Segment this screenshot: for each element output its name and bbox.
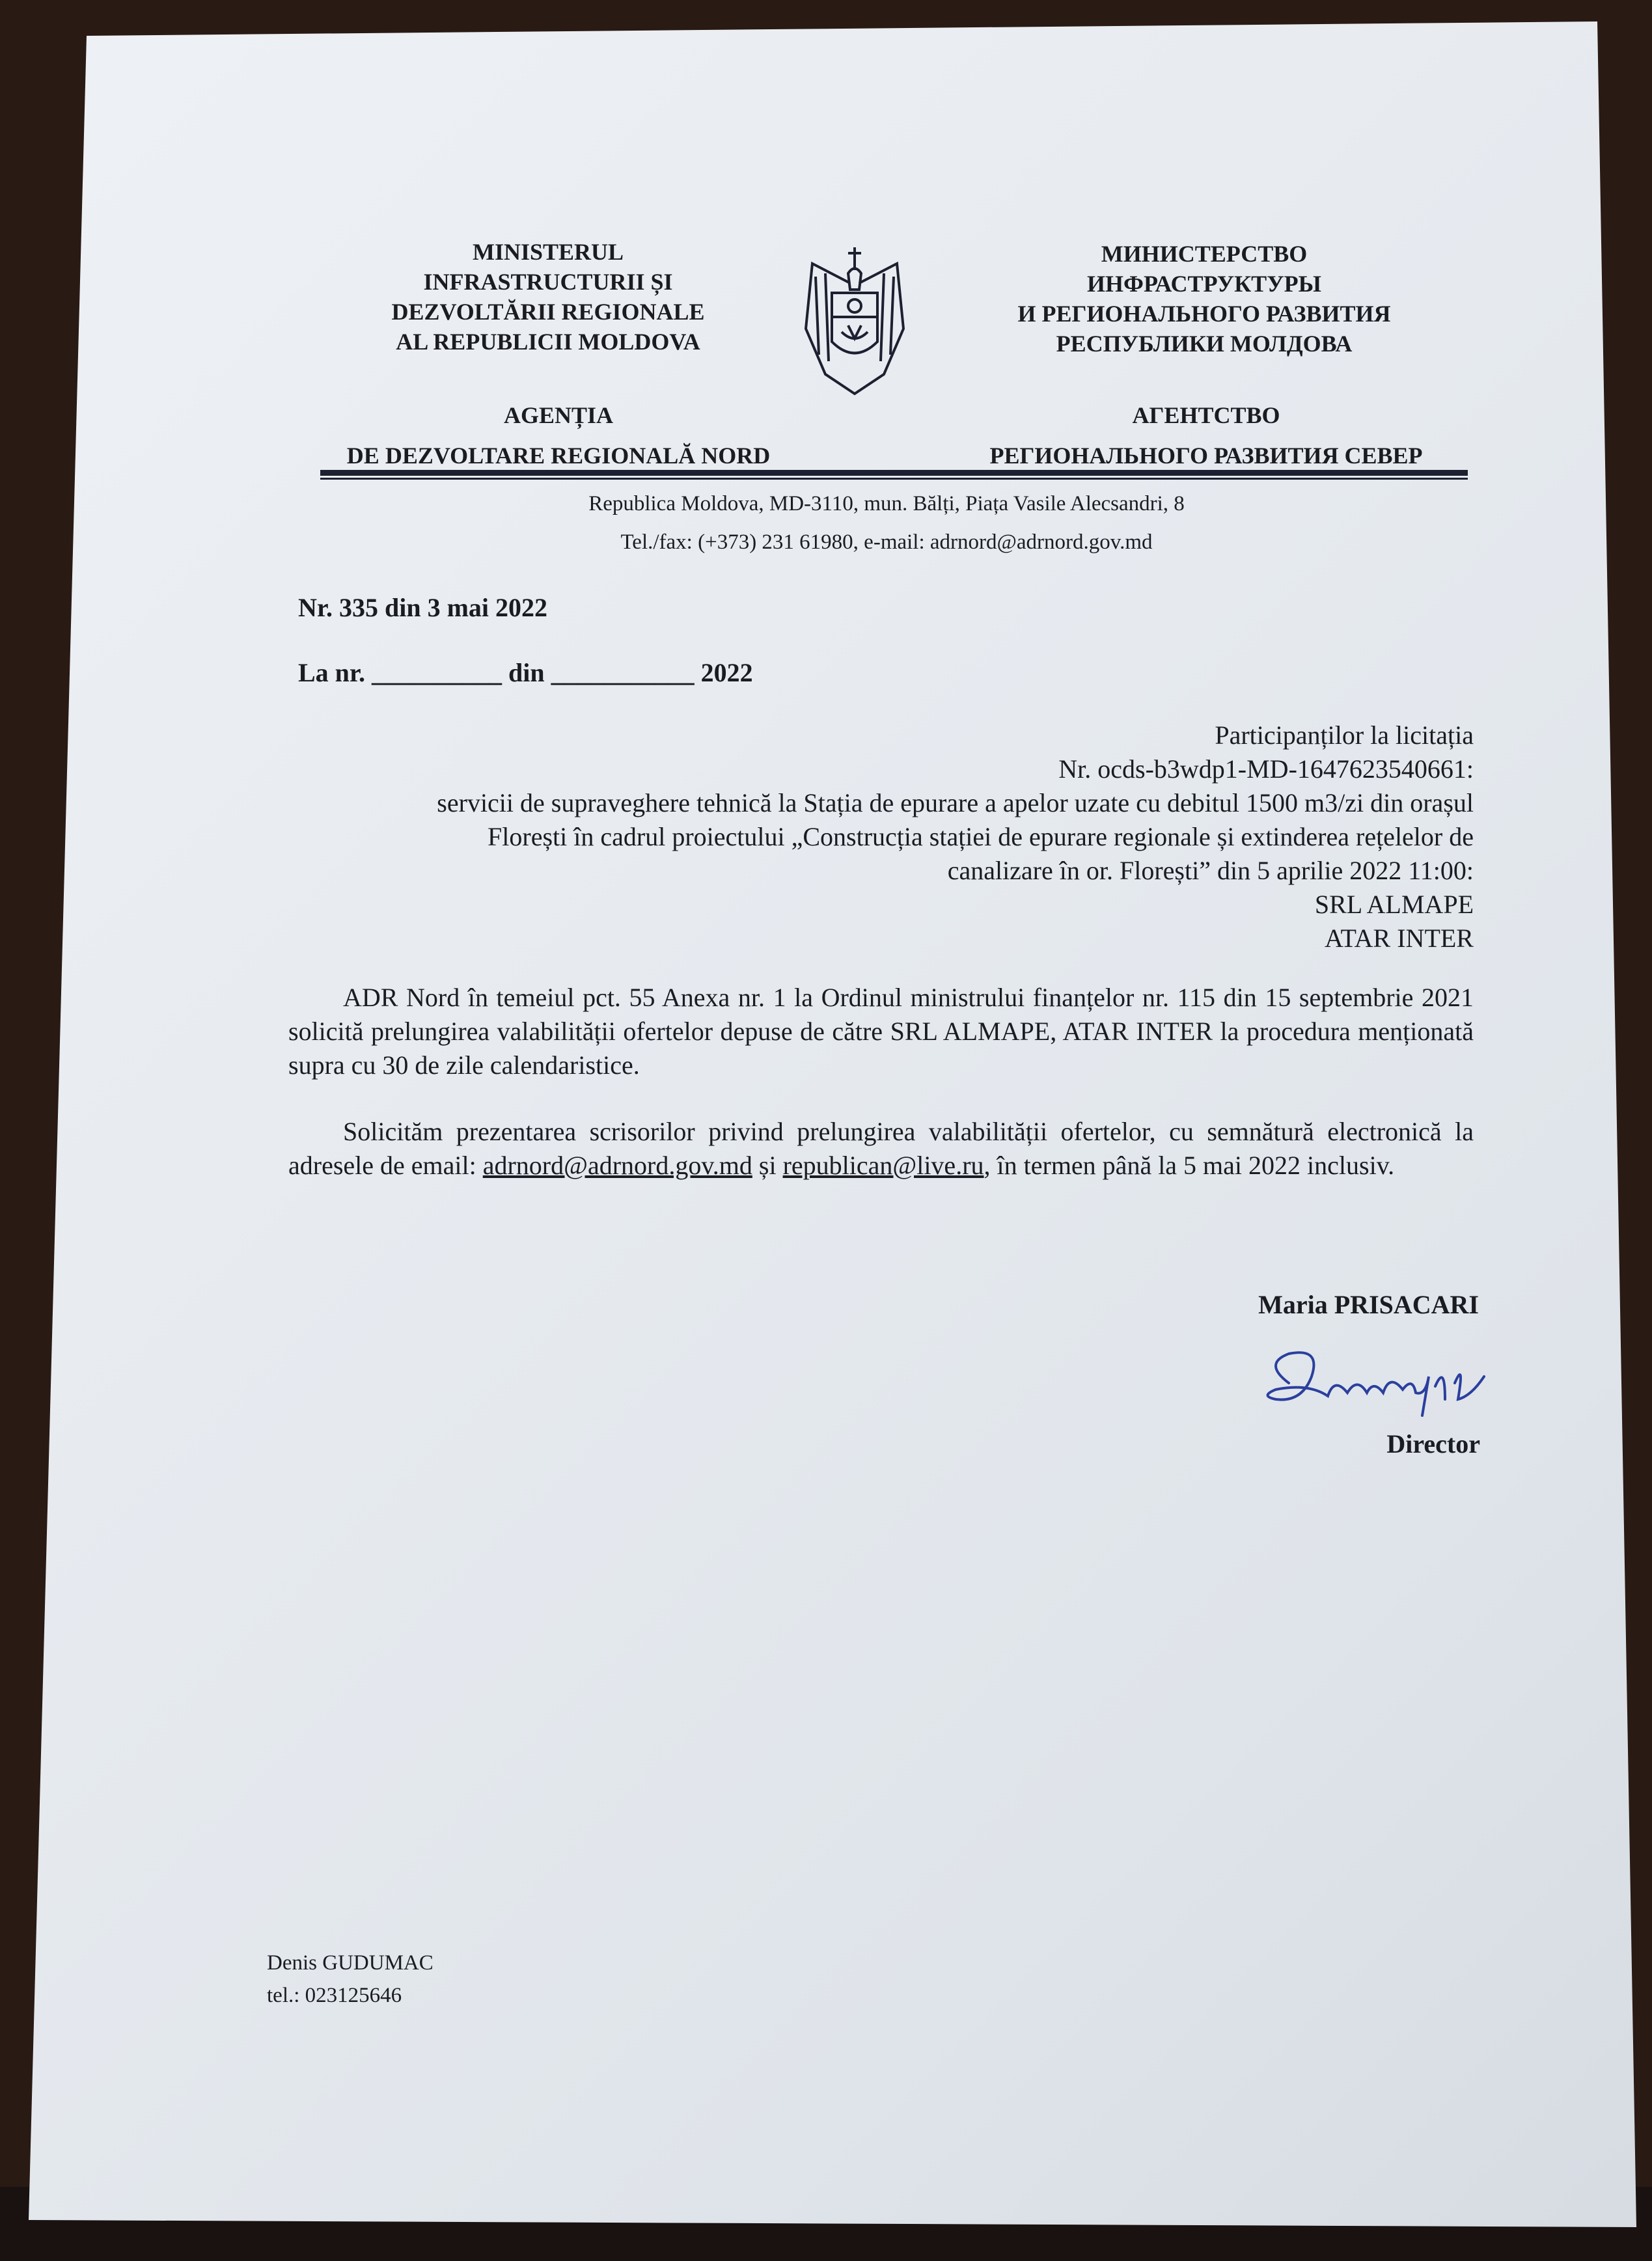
- subject-line: canalizare în or. Florești” din 5 aprilie 2022 11:00:: [947, 856, 1474, 885]
- contact-info: Tel./fax: (+373) 231 61980, e-mail: adrnord@adrnord.gov.md: [620, 530, 1153, 554]
- letterhead-divider-thin: [320, 478, 1468, 480]
- addressee-line: Participanților la licitația: [1215, 720, 1474, 750]
- handwritten-signature: [1250, 1337, 1510, 1429]
- ministry-ru-line: МИНИСТЕРСТВО: [1101, 241, 1308, 267]
- ministry-ro-line: MINISTERUL: [472, 239, 624, 265]
- signatory-title: Director: [1386, 1429, 1480, 1459]
- signatory-name: Maria PRISACARI: [1258, 1290, 1479, 1319]
- subject-line: Florești în cadrul proiectului „Construcția stației de epurare regionale și extinderea rețelelor de: [488, 822, 1474, 851]
- ministry-name-ro: [391, 237, 704, 357]
- ministry-ru-line: И РЕГИОНАЛЬНОГО РАЗВИТИЯ: [1017, 301, 1391, 327]
- body-paragraph: [288, 1115, 1474, 1183]
- tender-number: Nr. ocds-b3wdp1-MD-1647623540661:: [1058, 754, 1474, 784]
- body-paragraph: ADR Nord în temeiul pct. 55 Anexa nr. 1 la Ordinul ministrului finanțelor nr. 115 din 15 septembrie 2021 solicită prelungirea valabilității ofertelor depuse de către SRL ALMAPE, ATAR INTER la procedura menționată supra cu 30 de zile calendaristice.: [288, 983, 1474, 1080]
- ministry-ro-line: DEZVOLTĂRII REGIONALE: [391, 299, 705, 325]
- address: Republica Moldova, MD-3110, mun. Bălți, Piața Vasile Alecsandri, 8: [588, 492, 1185, 515]
- paragraph-text: și: [752, 1151, 783, 1180]
- reply-reference: La nr. __________ din ___________ 2022: [298, 658, 753, 687]
- agency-ro-title: AGENȚIA: [503, 402, 614, 428]
- ministry-ro-line: AL REPUBLICII MOLDOVA: [396, 329, 700, 355]
- agency-ro-name: DE DEZVOLTARE REGIONALĂ NORD: [346, 443, 771, 469]
- ministry-name-ru: [1017, 239, 1390, 359]
- executor-phone: tel.: 023125646: [267, 1984, 402, 2007]
- paragraph-text: , în termen până la 5 mai 2022 inclusiv.: [984, 1151, 1395, 1180]
- agency-ru-title: АГЕНТСТВО: [1132, 402, 1280, 428]
- email-link[interactable]: adrnord@adrnord.gov.md: [482, 1151, 752, 1180]
- document-number: Nr. 335 din 3 mai 2022: [298, 593, 548, 622]
- ministry-ru-line: РЕСПУБЛИКИ МОЛДОВА: [1056, 331, 1353, 357]
- subject-line: servicii de supraveghere tehnică la Stația de epurare a apelor uzate cu debitul 1500 m3/zi din orașul: [437, 788, 1474, 817]
- company-name: ATAR INTER: [1324, 924, 1474, 953]
- letterhead-divider: [320, 470, 1468, 476]
- agency-ru-name: РЕГИОНАЛЬНОГО РАЗВИТИЯ СЕВЕР: [989, 443, 1423, 469]
- ministry-ru-line: ИНФРАСТРУКТУРЫ: [1087, 271, 1321, 297]
- email-link[interactable]: republican@live.ru: [782, 1151, 984, 1180]
- coat-of-arms-icon: [799, 244, 910, 397]
- addressee-block: [437, 719, 1474, 955]
- company-name: SRL ALMAPE: [1314, 890, 1474, 919]
- ministry-ro-line: INFRASTRUCTURII ȘI: [423, 269, 673, 295]
- executor-name: Denis GUDUMAC: [267, 1951, 434, 1975]
- paragraph-text: Solicităm prezentarea scrisorilor privind prelungirea valabilității ofertelor, cu semnătură electronică la adresele de email:: [288, 1117, 1474, 1180]
